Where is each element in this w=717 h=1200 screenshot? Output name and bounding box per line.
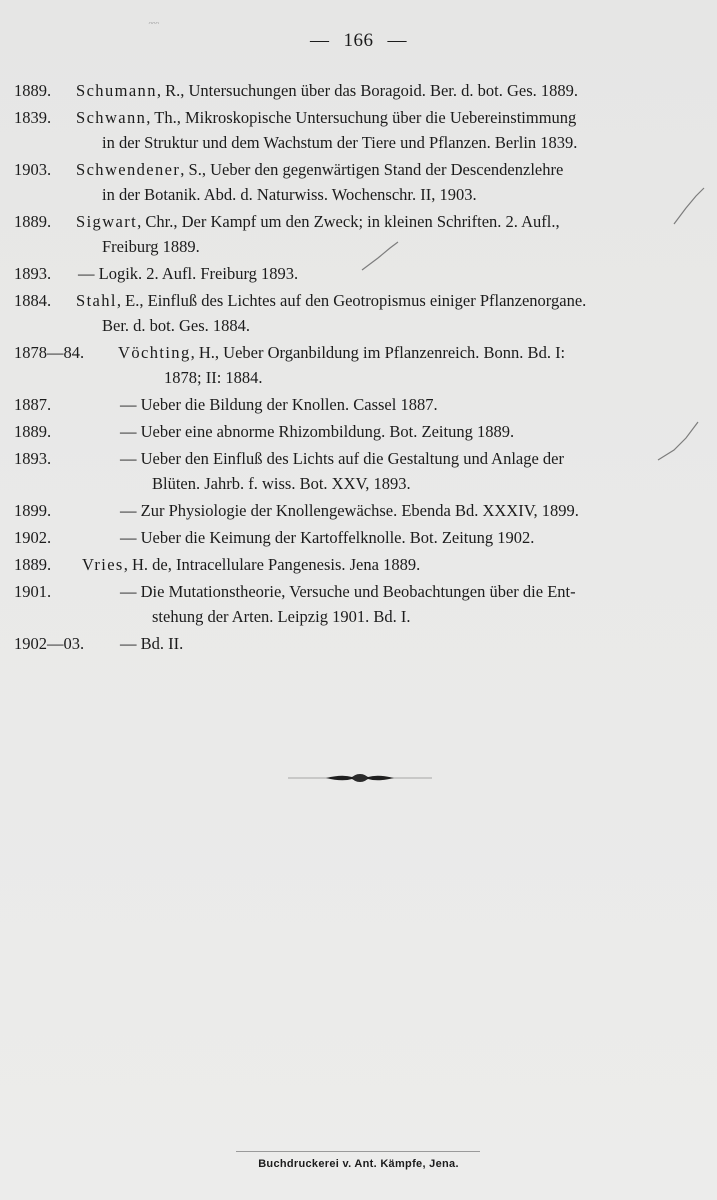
bibliography-entry [0, 498, 717, 523]
entry-line: Ber. d. bot. Ges. 1884. [102, 316, 251, 335]
bibliography-entry [0, 631, 717, 656]
entry-text: , Th., Mikroskopische Untersuchung über die Uebereinstimmung [146, 108, 577, 127]
page-number-value: 166 [343, 30, 374, 51]
bibliography-entry [0, 552, 717, 577]
entry-author: Schwann [76, 108, 147, 127]
printer-imprint: Buchdruckerei v. Ant. Kämpfe, Jena. [258, 1158, 459, 1170]
bibliography-entry [0, 261, 717, 286]
entry-text: , H., Ueber Organbildung im Pflanzenreich. Bonn. Bd. I: [190, 343, 566, 362]
entry-line: 1878; II: 1884. [164, 368, 263, 387]
entry-year: 1893. [14, 449, 52, 468]
bibliography-entry [0, 525, 717, 550]
bibliography-list [0, 78, 717, 656]
entry-line [0, 552, 717, 577]
bibliography-entry [0, 209, 717, 259]
entry-year: 1902. [14, 528, 52, 547]
entry-line: — Bd. II. [120, 634, 184, 653]
entry-line [0, 209, 717, 234]
entry-author: Schwendener [76, 160, 181, 179]
bibliography-entry [0, 340, 717, 390]
entry-year: 1902—03. [14, 634, 85, 653]
entry-line [0, 288, 717, 313]
entry-author: Schumann [76, 81, 157, 100]
ornament-divider-icon [288, 768, 432, 788]
bibliography-entry [0, 78, 717, 103]
entry-year: 1887. [14, 395, 52, 414]
entry-year: 1893. [14, 264, 52, 283]
page-number-dash-left: — [310, 30, 330, 51]
entry-line: — Ueber eine abnorme Rhizombildung. Bot. Zeitung 1889. [120, 422, 515, 441]
entry-line: Blüten. Jahrb. f. wiss. Bot. XXV, 1893. [152, 474, 411, 493]
entry-text: , R., Untersuchungen über das Boragoid. Ber. d. bot. Ges. 1889. [156, 81, 579, 100]
entry-year: 1903. [14, 160, 52, 179]
entry-year: 1839. [14, 108, 52, 127]
entry-year: 1901. [14, 582, 52, 601]
entry-author: Sigwart [76, 212, 138, 231]
page-number-dash-right: — [387, 30, 407, 51]
entry-year: 1889. [14, 212, 52, 231]
entry-line: — Ueber den Einfluß des Lichts auf die Gestaltung und Anlage der [120, 449, 565, 468]
entry-line [0, 157, 717, 182]
bibliography-entry [0, 392, 717, 417]
entry-year: 1889. [14, 555, 52, 574]
bibliography-entry [0, 288, 717, 338]
entry-line [0, 105, 717, 130]
entry-text: , S., Ueber den gegenwärtigen Stand der Descendenzlehre [180, 160, 564, 179]
entry-line: — Die Mutationstheorie, Versuche und Beobachtungen über die Ent- [120, 582, 576, 601]
entry-text: , Chr., Der Kampf um den Zweck; in kleinen Schriften. 2. Aufl., [137, 212, 560, 231]
entry-year: 1884. [14, 291, 52, 310]
entry-year: 1889. [14, 422, 52, 441]
bibliography-entry [0, 105, 717, 155]
entry-line: in der Botanik. Abd. d. Naturwiss. Wochenschr. II, 1903. [102, 185, 477, 204]
entry-year: 1878—84. [14, 343, 85, 362]
bibliography-entry [0, 446, 717, 496]
entry-year: 1899. [14, 501, 52, 520]
entry-line: — Logik. 2. Aufl. Freiburg 1893. [78, 264, 299, 283]
bibliography-entry [0, 579, 717, 629]
entry-line: — Zur Physiologie der Knollengewächse. Ebenda Bd. XXXIV, 1899. [120, 501, 579, 520]
entry-line [0, 340, 717, 365]
entry-year: 1889. [14, 81, 52, 100]
bibliography-entry [0, 157, 717, 207]
pencil-mark: ᵔᵔᵔ [148, 18, 159, 32]
entry-author: Vöchting [118, 343, 191, 362]
entry-line: stehung der Arten. Leipzig 1901. Bd. I. [152, 607, 411, 626]
entry-author: Stahl [76, 291, 117, 310]
entry-line: Freiburg 1889. [102, 237, 200, 256]
entry-text: , E., Einfluß des Lichtes auf den Geotropismus einiger Pflanzenorgane. [116, 291, 587, 310]
entry-line: in der Struktur und dem Wachstum der Tiere und Pflanzen. Berlin 1839. [102, 133, 578, 152]
entry-line: — Ueber die Bildung der Knollen. Cassel 1887. [120, 395, 438, 414]
bibliography-entry [0, 419, 717, 444]
page-number [0, 30, 717, 52]
entry-line: — Ueber die Keimung der Kartoffelknolle. Bot. Zeitung 1902. [120, 528, 535, 547]
footer-divider [236, 1151, 480, 1152]
entry-text: , H. de, Intracellulare Pangenesis. Jena 1889. [123, 555, 421, 574]
entry-line [0, 78, 717, 103]
entry-author: Vries [82, 555, 124, 574]
